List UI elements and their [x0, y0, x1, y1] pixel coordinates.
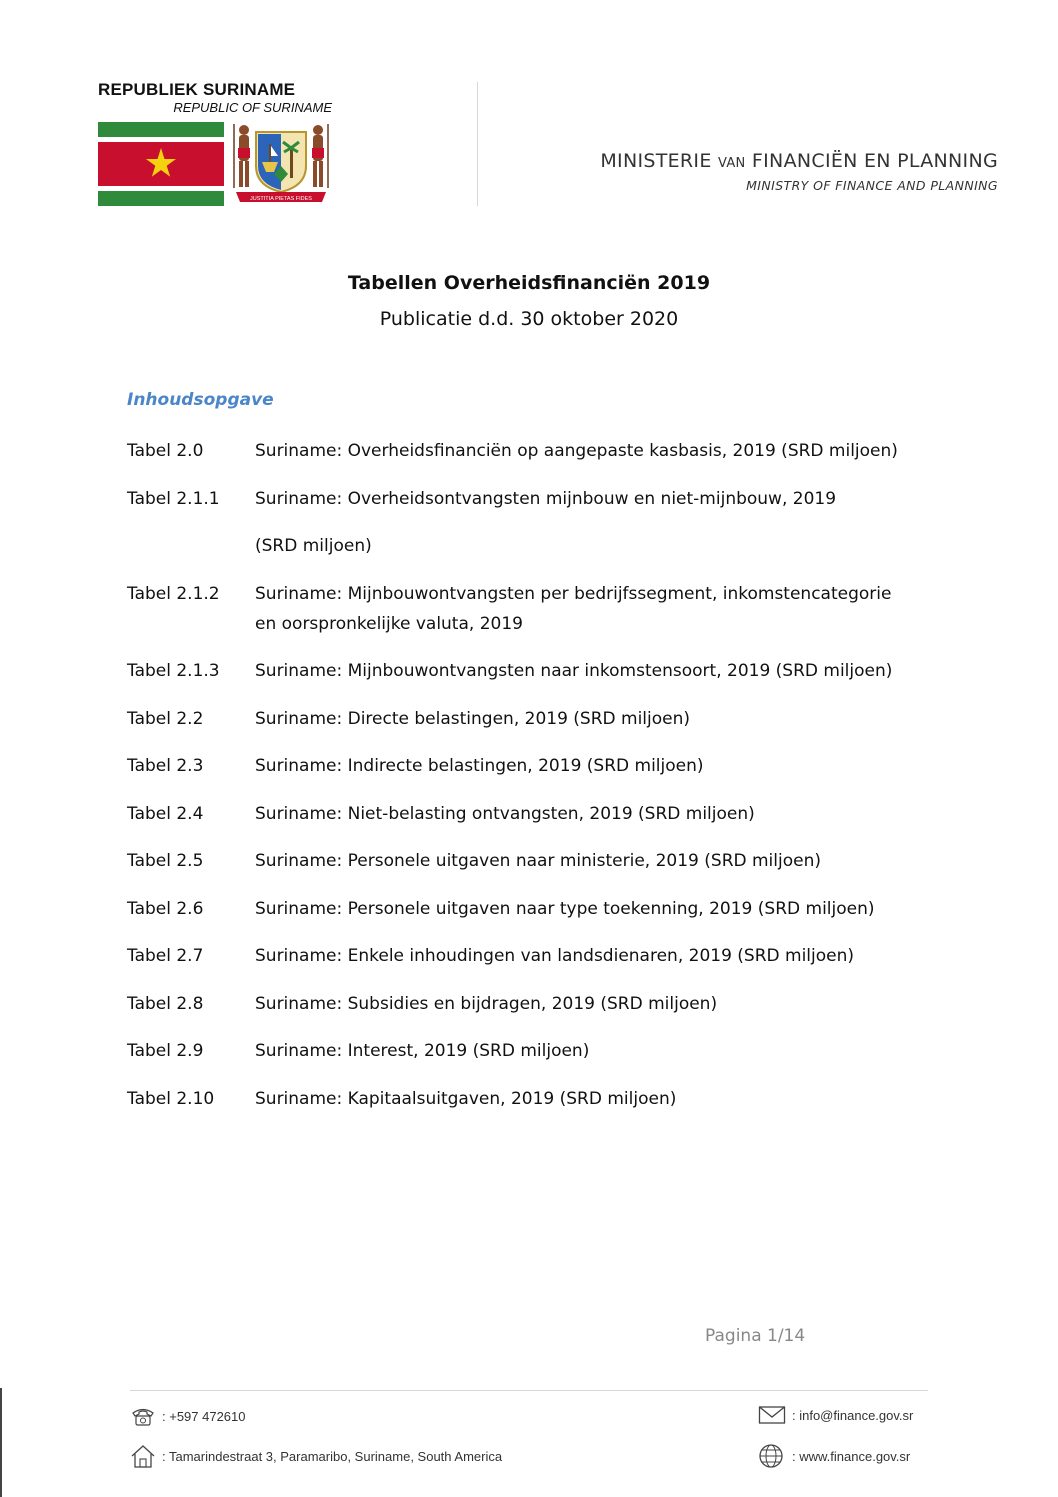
- address-text: : Tamarindestraat 3, Paramaribo, Suriname, South America: [162, 1448, 503, 1464]
- toc-item-title: Suriname: Niet-belasting ontvangsten, 2019 (SRD miljoen): [255, 803, 755, 824]
- toc-item: [127, 989, 947, 1019]
- toc-item-number: Tabel 2.1.2: [127, 583, 220, 604]
- toc-item: [127, 894, 947, 924]
- toc-item-title: Suriname: Mijnbouwontvangsten naar inkomstensoort, 2019 (SRD miljoen): [255, 661, 893, 681]
- phone-number: : +597 472610: [162, 1408, 246, 1424]
- footer-divider: [130, 1390, 928, 1391]
- toc-item: [127, 579, 947, 639]
- toc-item-title: Suriname: Kapitaalsuitgaven, 2019 (SRD miljoen): [255, 1088, 677, 1109]
- toc-item-number: Tabel 2.1.3: [127, 661, 220, 681]
- toc-item-number: Tabel 2.5: [127, 851, 204, 871]
- email-link[interactable]: : info@finance.gov.sr: [792, 1407, 914, 1423]
- coat-of-arms-icon: [228, 118, 334, 206]
- toc-item: [127, 1084, 947, 1114]
- toc-item-title: Suriname: Personele uitgaven naar ministerie, 2019 (SRD miljoen): [255, 851, 821, 871]
- toc-item-title: Suriname: Indirecte belastingen, 2019 (SRD miljoen): [255, 756, 704, 776]
- envelope-icon: [758, 1405, 786, 1425]
- toc-item-number: Tabel 2.10: [127, 1088, 215, 1109]
- document-title: Tabellen Overheidsfinanciën 2019: [347, 272, 711, 294]
- suriname-flag-icon: [98, 122, 224, 206]
- toc-item-title: Suriname: Interest, 2019 (SRD miljoen): [255, 1041, 590, 1061]
- document-subtitle: Publicatie d.d. 30 oktober 2020: [379, 308, 679, 330]
- toc-item-number: Tabel 2.4: [127, 803, 204, 824]
- footer-phone: [130, 1405, 246, 1427]
- toc-item: [127, 1036, 947, 1066]
- globe-icon: [758, 1443, 786, 1469]
- telephone-icon: [130, 1405, 156, 1427]
- toc-item-title: Suriname: Overheidsontvangsten mijnbouw en niet-mijnbouw, 2019: [255, 488, 837, 509]
- toc-item-title-continued: (SRD miljoen): [255, 536, 372, 556]
- toc-item-number: Tabel 2.1.1: [127, 488, 220, 509]
- toc-item-number: Tabel 2.0: [127, 441, 204, 461]
- toc-item: [127, 656, 947, 686]
- toc-item-title: Suriname: Overheidsfinanciën op aangepaste kasbasis, 2019 (SRD miljoen): [255, 441, 898, 461]
- left-margin-line: [0, 1388, 2, 1497]
- toc-item-title: Suriname: Subsidies en bijdragen, 2019 (SRD miljoen): [255, 993, 718, 1014]
- footer-email: [758, 1405, 913, 1425]
- toc-heading: Inhoudsopgave: [127, 390, 274, 410]
- house-icon: [130, 1443, 156, 1469]
- website-link[interactable]: : www.finance.gov.sr: [792, 1448, 911, 1464]
- republic-logo: [98, 80, 338, 202]
- header-divider: [477, 82, 478, 206]
- toc-item-number: Tabel 2.8: [127, 993, 204, 1014]
- toc-item: [127, 941, 947, 971]
- toc-item-title: Suriname: Directe belastingen, 2019 (SRD miljoen): [255, 708, 691, 729]
- toc-item: [127, 846, 947, 876]
- toc-item: [127, 704, 947, 734]
- ministry-name-en: MINISTRY OF FINANCE AND PLANNING: [746, 178, 998, 193]
- toc-item-number: Tabel 2.3: [127, 756, 204, 776]
- toc-item: [127, 799, 947, 829]
- toc-item: [127, 484, 947, 514]
- toc-item-number: Tabel 2.2: [127, 708, 204, 729]
- toc-item-continuation: [127, 531, 947, 561]
- toc-item-number: Tabel 2.9: [127, 1041, 204, 1061]
- footer-website: [758, 1443, 910, 1469]
- toc-item: [127, 436, 947, 466]
- toc-item-title: Suriname: Personele uitgaven naar type toekenning, 2019 (SRD miljoen): [255, 898, 875, 919]
- toc-item: [127, 751, 947, 781]
- motto-text: JUSTITIA PIETAS FIDES: [250, 196, 312, 202]
- footer-address: [130, 1443, 502, 1469]
- ministry-name-nl: MINISTERIE VAN FINANCIËN EN PLANNING: [600, 150, 998, 172]
- toc-item-title: Suriname: Enkele inhoudingen van landsdienaren, 2019 (SRD miljoen): [255, 946, 855, 966]
- page-number: Pagina 1/14: [705, 1326, 806, 1346]
- republic-name-nl: REPUBLIEK SURINAME: [98, 80, 296, 99]
- toc-item-title: Suriname: Mijnbouwontvangsten per bedrijfssegment, inkomstencategorie en oorspronkelijke valuta, 2019: [255, 583, 892, 634]
- table-of-contents: [127, 436, 947, 1131]
- toc-item-number: Tabel 2.7: [127, 946, 204, 966]
- ministry-header: [600, 150, 998, 193]
- toc-item-number: Tabel 2.6: [127, 898, 204, 919]
- republic-name-en: REPUBLIC OF SURINAME: [173, 100, 332, 115]
